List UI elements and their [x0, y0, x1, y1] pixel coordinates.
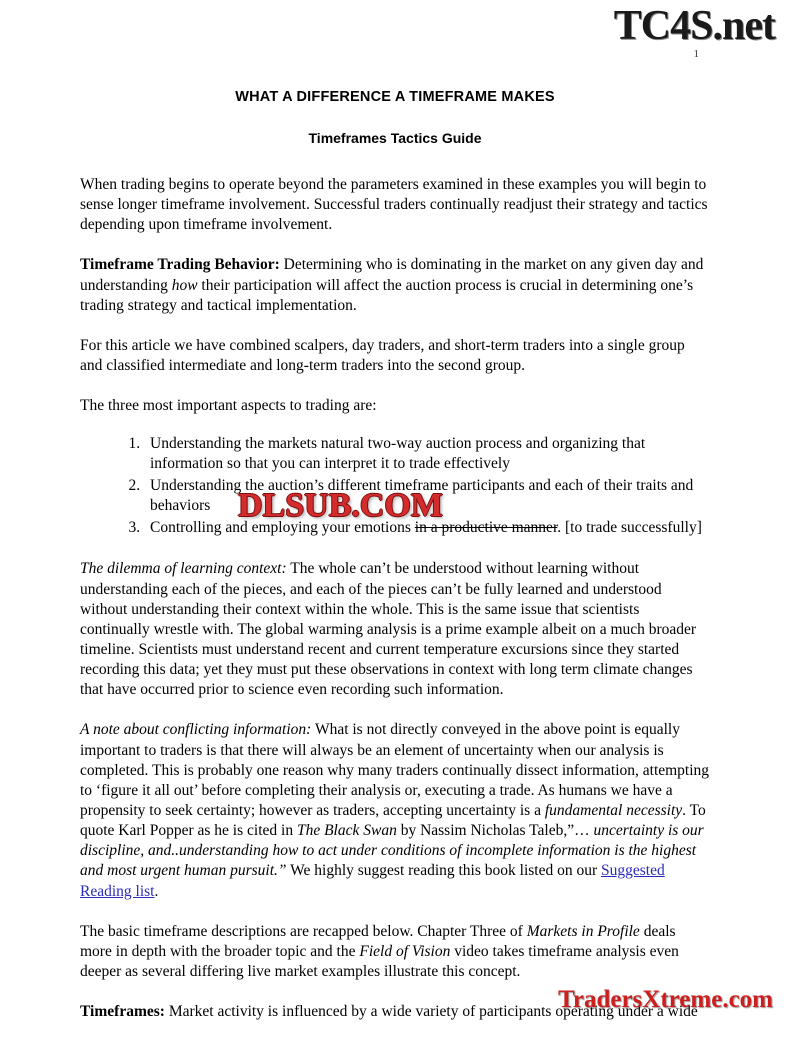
list-item: 2. Understanding the auction’s different timeframe participants and each of their traits and behaviors [144, 476, 710, 516]
dlsub-watermark: DLSUB.COM [238, 487, 443, 524]
tc4s-watermark: TC4S.net [613, 3, 775, 49]
text-fragment: by Nassim Nicholas Taleb,”… [396, 822, 590, 840]
list-item: 1. Understanding the markets natural two-way auction process and organizing that information so that you can interpret it to trade effectively [144, 434, 710, 474]
text-fragment: Market activity is influenced by a wide variety of participants operating under a wide [164, 1003, 698, 1021]
paragraph-three-aspects-lead: The three most important aspects to trading are: [80, 397, 377, 415]
book-title-markets-in-profile: Markets in Profile [526, 922, 640, 940]
text-fragment: The basic timeframe descriptions are recapped below. Chapter Three of [80, 922, 527, 940]
lead-in-timeframes: Timeframes: [80, 1003, 165, 1021]
text-fragment: . To quote Karl Popper as he is cited in [80, 801, 706, 840]
text-fragment: video takes timeframe analysis even deeper as several differing live market examples illustrate this concept. [80, 942, 679, 980]
list-item [144, 518, 710, 538]
text-fragment: their participation will affect the auction process is crucial in determining one’s trading strategy and tactical implementation. [80, 276, 694, 314]
suggested-reading-list-link[interactable]: Suggested Reading list [80, 862, 665, 900]
document-body [80, 88, 710, 1042]
page-subtitle: Timeframes Tactics Guide [308, 129, 482, 146]
page-number: 1 [693, 48, 699, 60]
text-fragment: What is not directly conveyed in the above point is equally important to traders is that there will always be an element of uncertainty when our analysis is completed. This is probably one reason why many traders continually dissect information, attempting to ‘figure it all out’ before completing their analysis or, executing a trade. As humans we have a propensity to seek certainty; however as traders, accepting uncertainty is a [80, 721, 710, 819]
paragraph-groups: For this article we have combined scalpers, day traders, and short-term traders into a single group and classified intermediate and long-term traders into the second group. [80, 336, 685, 375]
three-aspects-list [80, 434, 710, 537]
text-fragment: We highly suggest reading this book listed on our [286, 862, 602, 880]
text-fragment: Determining who is dominating in the market on any given day and understanding [80, 256, 704, 294]
text-fragment: The whole can’t be understood without learning without understanding each of the pieces, and each of the pieces can’t be fully learned and understood without understanding their context within the whole. This is the same issue that scientists continually wrestle with. The global warming analysis is a prime example albeit on a much broader timeline. Scientists must understand recent and current temperature excursions since they started recording this data; yet they must put these observations in context with long term climate changes that have occurred prior to science even recording such information. [80, 560, 697, 699]
emphasis-fundamental-necessity: fundamental necessity [544, 801, 683, 819]
video-title-field-of-vision: Field of Vision [359, 942, 451, 960]
quote-popper: uncertainty is our discipline, and..understanding how to act under conditions of incomplete information is the highest and most urgent human pursuit.” [80, 822, 704, 880]
paragraph-conflicting-information [80, 720, 710, 901]
lead-in-timeframe-behavior: Timeframe Trading Behavior: [80, 256, 280, 274]
lead-in-conflicting-information: A note about conflicting information: [80, 721, 312, 739]
page-title: WHAT A DIFFERENCE A TIMEFRAME MAKES [235, 89, 555, 105]
paragraph-intro: When trading begins to operate beyond the parameters examined in these examples you will begin to sense longer timeframe involvement. Successful traders continually readjust their strategy and tactics depending upon timeframe involvement. [80, 176, 708, 234]
emphasis-how: how [171, 276, 198, 294]
paragraph-learning-context [80, 559, 710, 700]
struck-text: in a productive manner [414, 518, 558, 536]
text-fragment: . [154, 882, 159, 900]
text-fragment: . [to trade successfully] [557, 518, 702, 536]
text-fragment: Controlling and employing your emotions [150, 518, 415, 536]
book-title-black-swan: The Black Swan [296, 822, 397, 840]
paragraph-recap [80, 922, 710, 982]
text-fragment: deals more in depth with the broader topic and the [80, 922, 676, 960]
lead-in-learning-context: The dilemma of learning context: [80, 560, 287, 578]
tradersxtreme-watermark: TradersXtreme.com [558, 986, 773, 1013]
paragraph-timeframe-behavior [80, 255, 710, 315]
